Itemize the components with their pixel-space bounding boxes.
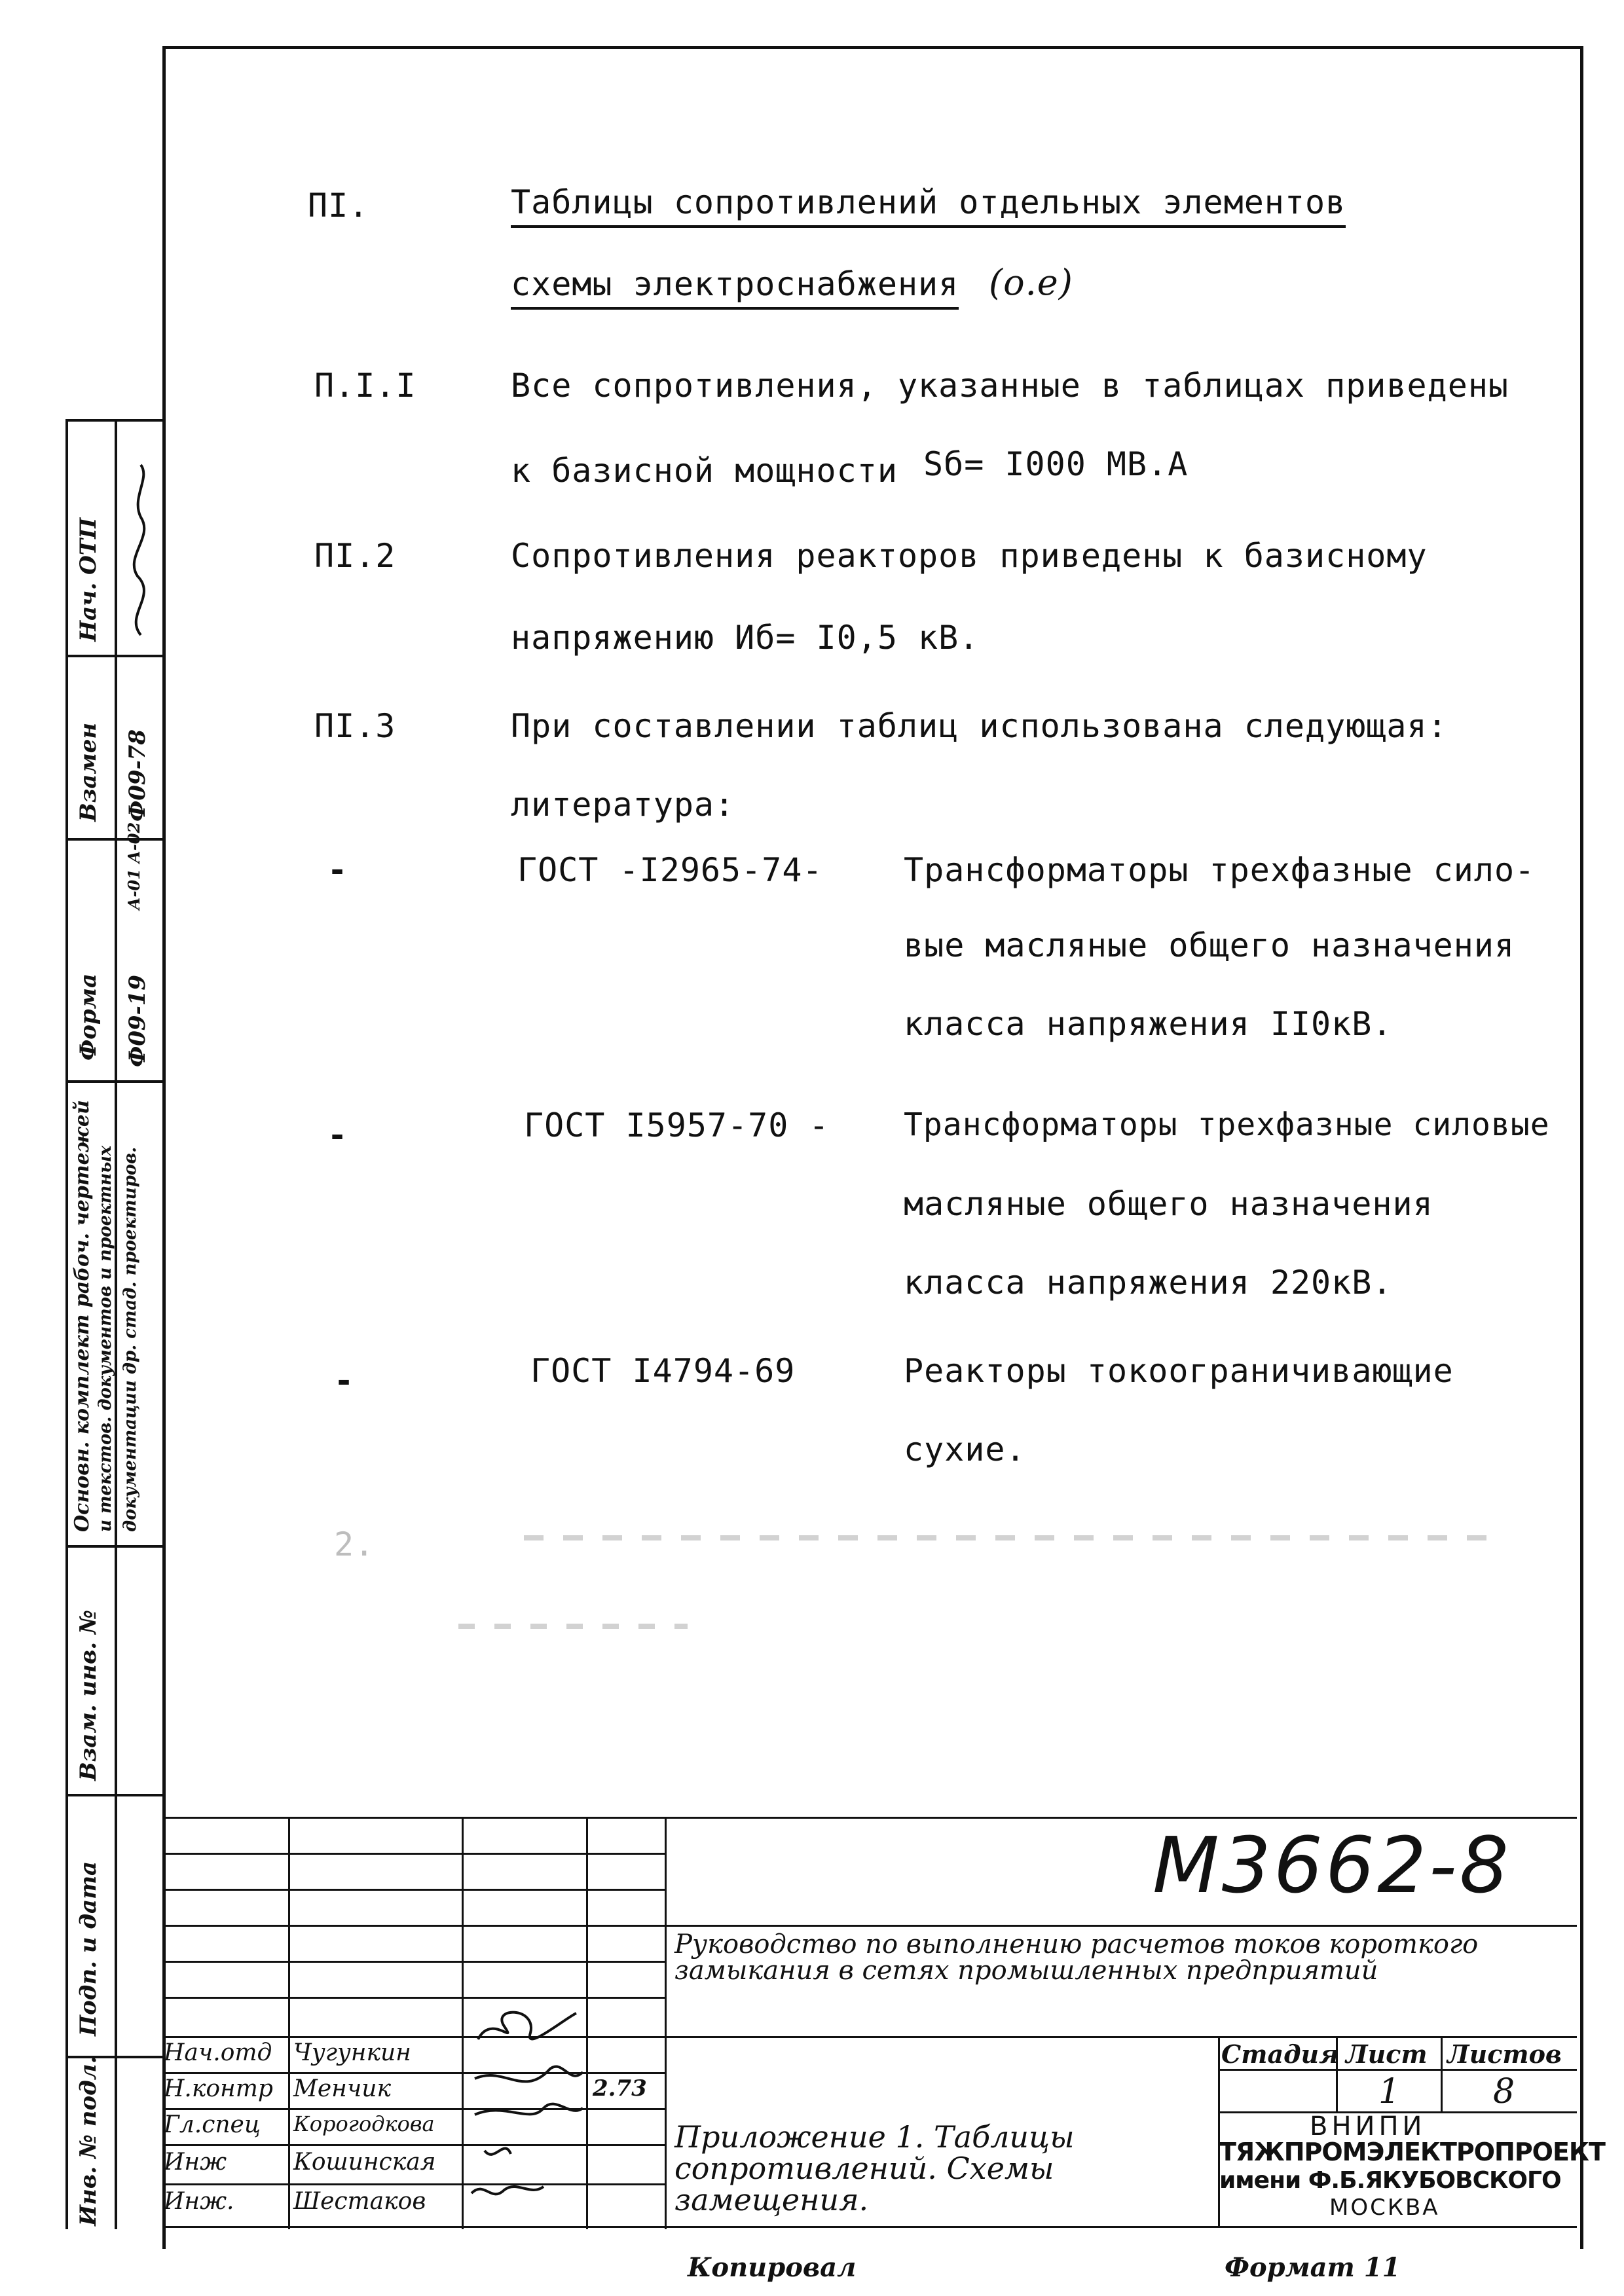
side-stamp-divider	[65, 838, 164, 841]
footer-copied: Копировал	[688, 2252, 857, 2283]
section-title-line1: Таблицы сопротивлений отдельных элементов	[511, 183, 1346, 228]
side-stamp-label: и текстов. документов и проектных	[96, 1145, 115, 1532]
item-text: Все сопротивления, указанные в таблицах приведены	[511, 367, 1509, 405]
org-line: ВНИПИ	[1310, 2111, 1426, 2141]
item-text: При составлении таблиц использована следующая:	[511, 707, 1448, 745]
reference-code: ГОСТ -I2965-74-	[517, 851, 823, 889]
sheet-number: 1	[1378, 2072, 1401, 2111]
title-block-col	[462, 1817, 464, 2229]
title-block-col	[288, 1817, 290, 2229]
signatures-mark	[465, 1954, 586, 2223]
title-block-row	[162, 2183, 667, 2185]
side-stamp-value: А-01 А-02	[124, 822, 143, 910]
item-number: П.I.I	[314, 367, 416, 405]
side-stamp-top	[65, 419, 164, 422]
document-description: Руководство по выполнению расчетов токов короткого замыкания в сетях промышленных предприятий	[674, 1929, 1479, 1986]
reference-text: Реакторы токоограничивающие	[904, 1352, 1454, 1390]
title-block-row	[162, 1853, 667, 1855]
reference-text: Трансформаторы трехфазные силовые	[904, 1106, 1550, 1143]
reference-text: сухие.	[904, 1430, 1026, 1468]
footer-format: Формат 11	[1225, 2252, 1401, 2283]
role-label: Инж.	[164, 2188, 234, 2215]
title-block-row	[162, 1925, 667, 1927]
faded-text-trace	[524, 1535, 1506, 1540]
item-text: напряжению Иб= I0,5 кВ.	[511, 619, 980, 657]
item-text: Сопротивления реакторов приведены к базисному	[511, 537, 1428, 575]
org-line: ТЯЖПРОМЭЛЕКТРОПРОЕКТ	[1219, 2138, 1605, 2166]
reference-text: Трансформаторы трехфазные сило-	[904, 851, 1536, 889]
side-stamp-divider	[65, 1080, 164, 1083]
title-block-row	[162, 2144, 667, 2146]
base-power-value: Sб= I000 МВ.А	[923, 445, 1189, 483]
item-number: ПI.3	[314, 707, 396, 745]
title-block-top	[162, 1817, 1577, 1819]
side-stamp-value: Ф09-19	[124, 975, 151, 1067]
item-number: ПI.2	[314, 537, 396, 575]
section-title-line2: схемы электроснабжения	[511, 265, 959, 310]
title-block-bottom	[162, 2226, 1577, 2228]
title-block-row	[162, 2108, 667, 2110]
title-block-col	[1218, 2036, 1220, 2226]
side-stamp-label: Инв. № подл.	[75, 2056, 101, 2226]
title-block-row	[162, 2036, 1577, 2038]
item-text: к базисной мощности	[511, 452, 898, 490]
title-block-col	[586, 1817, 588, 2229]
document-number: М3662-8	[1153, 1820, 1511, 1910]
reference-code: ГОСТ I5957-70 -	[524, 1106, 830, 1144]
side-stamp-divider	[65, 1545, 164, 1548]
title-block-row	[162, 1997, 667, 1999]
reference-code: ГОСТ I4794-69	[530, 1352, 796, 1390]
title-block-row	[162, 2072, 667, 2074]
org-line: МОСКВА	[1329, 2195, 1440, 2221]
side-stamp-value: Ф09-78	[124, 729, 151, 822]
side-stamp-label: Форма	[75, 973, 101, 1061]
sheet-title: Приложение 1. Таблицы сопротивлений. Схемы замещения.	[674, 2119, 1075, 2217]
sheets-header: Листов	[1447, 2039, 1562, 2069]
role-name: Корогодкова	[293, 2111, 435, 2136]
reference-dash: -	[327, 1116, 348, 1154]
role-label: Гл.спец	[164, 2111, 261, 2138]
reference-dash: -	[334, 1362, 355, 1400]
side-stamp-outer-line	[65, 419, 68, 2229]
title-block-row	[162, 1961, 667, 1963]
side-stamp-label: Подп. и дата	[75, 1861, 101, 2036]
title-block-col	[665, 1817, 667, 2229]
side-stamp-divider	[65, 1794, 164, 1796]
side-stamp-label: документации др. стад. проектиров.	[120, 1146, 140, 1532]
role-date: 2.73	[593, 2075, 647, 2102]
role-name: Кошинская	[293, 2149, 436, 2176]
reference-dash: -	[327, 851, 348, 889]
stage-header: Стадия	[1221, 2039, 1339, 2069]
side-stamp-label: Взам. инв. №	[75, 1610, 101, 1781]
side-stamp-label: Основн. комплект рабоч. чертежей	[71, 1100, 94, 1532]
sheet-header: Лист	[1346, 2039, 1428, 2069]
title-block-row	[665, 1925, 1577, 1927]
sheets-count: 8	[1493, 2072, 1515, 2111]
section-number: ПI.	[308, 187, 369, 225]
side-stamp-label: Нач. ОТП	[75, 517, 101, 642]
signature-mark	[121, 458, 160, 642]
faded-text-trace	[458, 1624, 688, 1629]
reference-text: масляные общего назначения	[904, 1185, 1433, 1223]
role-label: Нач.отд	[164, 2039, 272, 2066]
role-name: Чугункин	[293, 2039, 411, 2066]
side-stamp-label: Взамен	[75, 722, 101, 822]
title-block-row	[1218, 2069, 1577, 2071]
title-block-col	[1441, 2036, 1443, 2111]
reference-text: класса напряжения 220кВ.	[904, 1264, 1393, 1302]
role-name: Менчик	[293, 2075, 391, 2102]
faded-item-number: 2.	[334, 1525, 375, 1563]
role-label: Н.контр	[164, 2075, 273, 2102]
reference-text: класса напряжения II0кВ.	[904, 1005, 1393, 1043]
section-title-suffix: (о.е)	[989, 262, 1073, 303]
role-name: Шестаков	[293, 2188, 426, 2215]
reference-text: вые масляные общего назначения	[904, 926, 1515, 964]
org-line: имени Ф.Б.ЯКУБОВСКОГО	[1219, 2167, 1561, 2194]
side-stamp-divider	[65, 655, 164, 657]
item-text: литература:	[511, 786, 735, 824]
title-block-row	[162, 1889, 667, 1891]
role-label: Инж	[164, 2149, 227, 2176]
